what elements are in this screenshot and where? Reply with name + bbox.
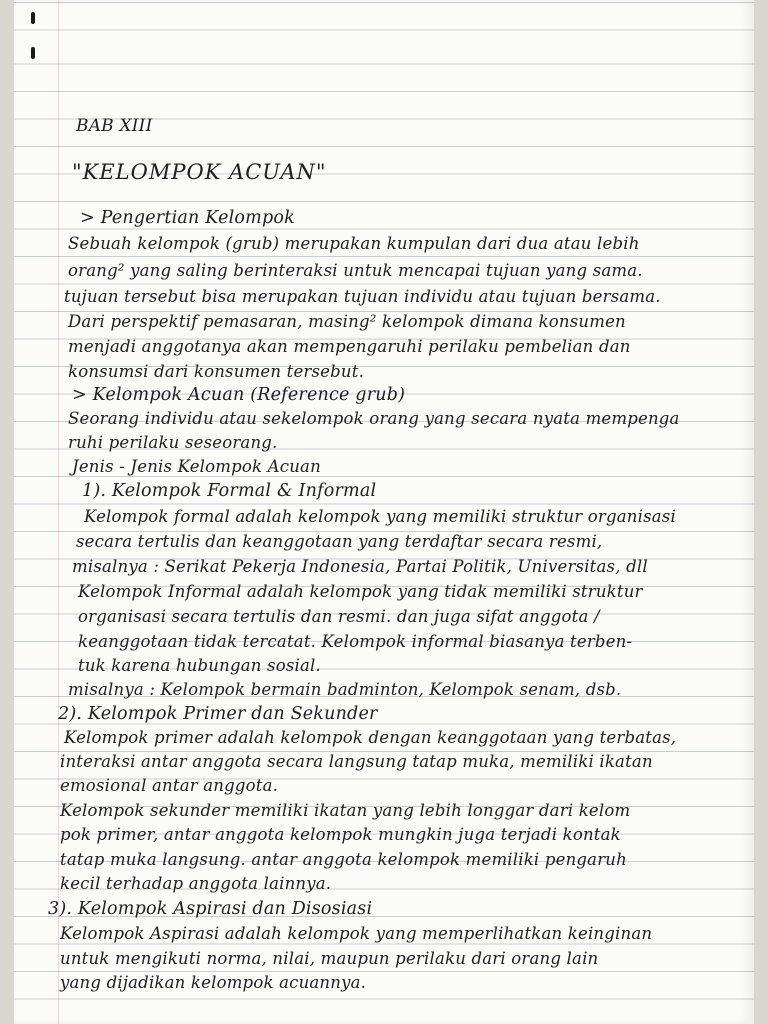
binder-hole [31, 47, 35, 59]
binder-hole [31, 12, 35, 24]
section-heading: > Kelompok Acuan (Reference grub) [72, 385, 406, 405]
text-line: secara tertulis dan keanggotaan yang terdaftar secara resmi, [76, 532, 603, 551]
text-line: ruhi perilaku seseorang. [68, 433, 278, 452]
section-heading: > Pengertian Kelompok [80, 208, 295, 228]
text-line: keanggotaan tidak tercatat. Kelompok informal biasanya terben- [78, 632, 633, 651]
subsection-heading: 1). Kelompok Formal & Informal [82, 481, 377, 501]
notebook-page [14, 0, 754, 1024]
text-line: Dari perspektif pemasaran, masing² kelompok dimana konsumen [68, 312, 626, 331]
subsection-heading: 2). Kelompok Primer dan Sekunder [58, 704, 378, 724]
chapter-title: "KELOMPOK ACUAN" [72, 160, 327, 184]
text-line: Sebuah kelompok (grub) merupakan kumpulan dari dua atau lebih [68, 234, 640, 253]
text-line: orang² yang saling berinteraksi untuk mencapai tujuan yang sama. [68, 261, 643, 280]
text-line: Kelompok primer adalah kelompok dengan keanggotaan yang terbatas, [64, 728, 677, 747]
text-line: organisasi secara tertulis dan resmi. dan juga sifat anggota / [78, 607, 600, 626]
text-line: interaksi antar anggota secara langsung tatap muka, memiliki ikatan [60, 752, 653, 771]
text-line: Seorang individu atau sekelompok orang yang secara nyata mempenga [68, 409, 680, 428]
subsection-heading: 3). Kelompok Aspirasi dan Disosiasi [48, 899, 373, 919]
text-line: Kelompok sekunder memiliki ikatan yang lebih longgar dari kelom [60, 801, 631, 820]
text-line: misalnya : Serikat Pekerja Indonesia, Partai Politik, Universitas, dll [72, 557, 648, 576]
text-line: Kelompok Informal adalah kelompok yang tidak memiliki struktur [78, 582, 643, 601]
text-line: menjadi anggotanya akan mempengaruhi perilaku pembelian dan [68, 337, 631, 356]
text-line: kecil terhadap anggota lainnya. [60, 874, 332, 893]
text-line: misalnya : Kelompok bermain badminton, Kelompok senam, dsb. [68, 680, 622, 699]
margin-line [58, 0, 59, 1024]
text-line: yang dijadikan kelompok acuannya. [60, 973, 367, 992]
text-line: tuk karena hubungan sosial. [78, 656, 321, 675]
chapter-label: BAB XIII [76, 116, 153, 136]
subsection-heading: Jenis - Jenis Kelompok Acuan [72, 457, 321, 476]
text-line: untuk mengikuti norma, nilai, maupun perilaku dari orang lain [60, 949, 599, 968]
text-line: tujuan tersebut bisa merupakan tujuan individu atau tujuan bersama. [64, 287, 661, 306]
text-line: emosional antar anggota. [60, 776, 279, 795]
text-line: Kelompok formal adalah kelompok yang memiliki struktur organisasi [84, 507, 676, 526]
text-line: Kelompok Aspirasi adalah kelompok yang memperlihatkan keinginan [60, 924, 653, 943]
text-line: pok primer, antar anggota kelompok mungkin juga terjadi kontak [60, 825, 621, 844]
text-line: konsumsi dari konsumen tersebut. [68, 362, 365, 381]
text-line: tatap muka langsung. antar anggota kelompok memiliki pengaruh [60, 850, 627, 869]
